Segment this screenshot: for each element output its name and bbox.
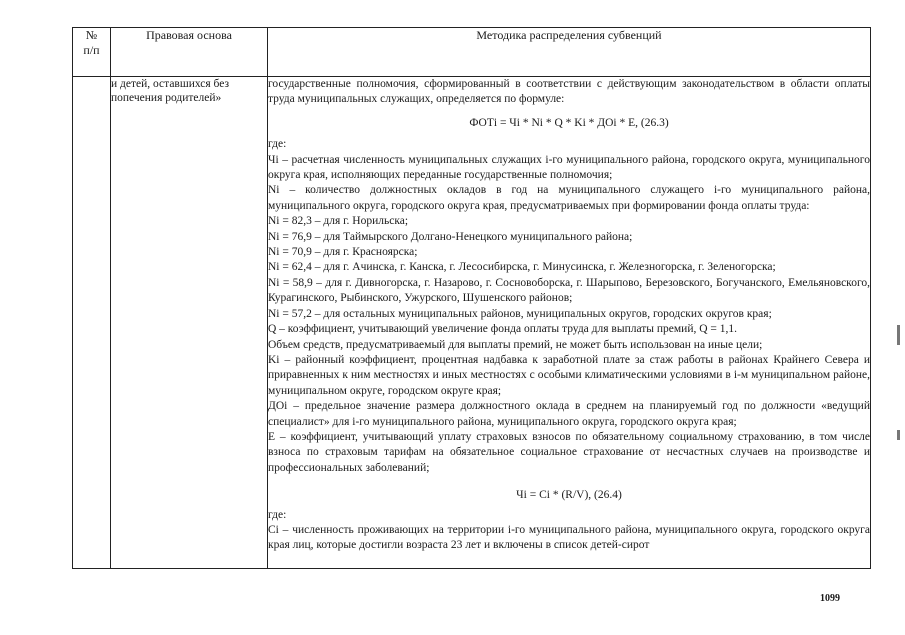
subvention-table xyxy=(72,27,871,569)
where-label: где: xyxy=(268,508,287,521)
table-header-row xyxy=(73,28,871,77)
scan-edge-mark xyxy=(897,325,900,345)
formula-26-3: ФОТi = Чi * Ni * Q * Ki * ДОi * Е, (26.3) xyxy=(469,116,669,129)
where-label: где: xyxy=(268,138,287,151)
table-row xyxy=(73,77,871,569)
method-line: Ci – численность проживающих на территории i-го муниципального района, муниципального округа, городского округа края лиц, которые достигли возраста 23 лет и включены в список детей-сирот xyxy=(268,523,870,552)
cell-method xyxy=(268,77,871,569)
method-line: Q – коэффициент, учитывающий увеличение фонда оплаты труда для выплаты премий, Q = 1,1. xyxy=(268,323,738,336)
header-legal-basis: Правовая основа xyxy=(111,28,268,77)
header-method: Методика распределения субвенций xyxy=(268,28,871,77)
header-number: № п/п xyxy=(73,28,111,77)
method-line: Ki – районный коэффициент, процентная надбавка к заработной плате за стаж работы в районах Крайнего Севера и приравненных к ним местностях и иных местностях с особыми климатическими условиями в i-м муниципальном районе, муниципальном округе, городском округе края; xyxy=(268,353,870,397)
method-line: ДОi – предельное значение размера должностного оклада в среднем на планируемый год по должности «ведущий специалист» для i-го муниципального района, муниципального округа, городского округа края; xyxy=(268,400,870,428)
method-line: Е – коэффициент, учитывающий уплату страховых взносов по обязательному социальному страхованию, в том числе взноса по страховым тарифам на обязательное социальное страхование от несчастных случаев на производстве и профессиональных заболеваний; xyxy=(268,430,870,474)
cell-legal-basis xyxy=(111,77,268,569)
method-line: Объем средств, предусматриваемый для выплаты премий, не может быть использован на иные цели; xyxy=(268,338,763,351)
method-line: Чi – расчетная численность муниципальных служащих i-го муниципального района, городского округа, муниципального округа края, исполняющих переданные государственные полномочия; xyxy=(268,153,870,182)
method-line: Ni = 62,4 – для г. Ачинска, г. Канска, г. Лесосибирска, г. Минусинска, г. Железногорска, г. Зеленогорска; xyxy=(268,261,776,274)
cell-number xyxy=(73,77,111,569)
method-line: Ni – количество должностных окладов в год на муниципального служащего i-го муниципального района, муниципального округа, городского округа края, предусматриваемых при формировании фонда оплаты труда: xyxy=(268,184,870,212)
method-line: Ni = 76,9 – для Таймырского Долгано-Ненецкого муниципального района; xyxy=(268,230,633,243)
method-line: Ni = 70,9 – для г. Красноярска; xyxy=(268,246,418,259)
page-number: 1099 xyxy=(820,593,840,604)
formula-26-4: Чi = Ci * (R/V), (26.4) xyxy=(516,489,622,502)
method-line: Ni = 57,2 – для остальных муниципальных районов, муниципальных округов, городских округов края; xyxy=(268,307,772,320)
method-line: Ni = 82,3 – для г. Норильска; xyxy=(268,215,409,228)
scan-edge-mark xyxy=(897,430,900,440)
legal-basis-text: и детей, оставшихся без попечения родителей» xyxy=(111,78,230,104)
method-line: Ni = 58,9 – для г. Дивногорска, г. Назарово, г. Сосновоборска, г. Шарыпово, Березовского, Богучанского, Емельяновского, Курагинского, Рыбинского, Ужурского, Шушенского районов; xyxy=(268,276,870,305)
method-intro: государственные полномочия, сформированный в соответствии с действующим законодательством в области оплаты труда муниципальных служащих, определяется по формуле: xyxy=(268,78,870,106)
